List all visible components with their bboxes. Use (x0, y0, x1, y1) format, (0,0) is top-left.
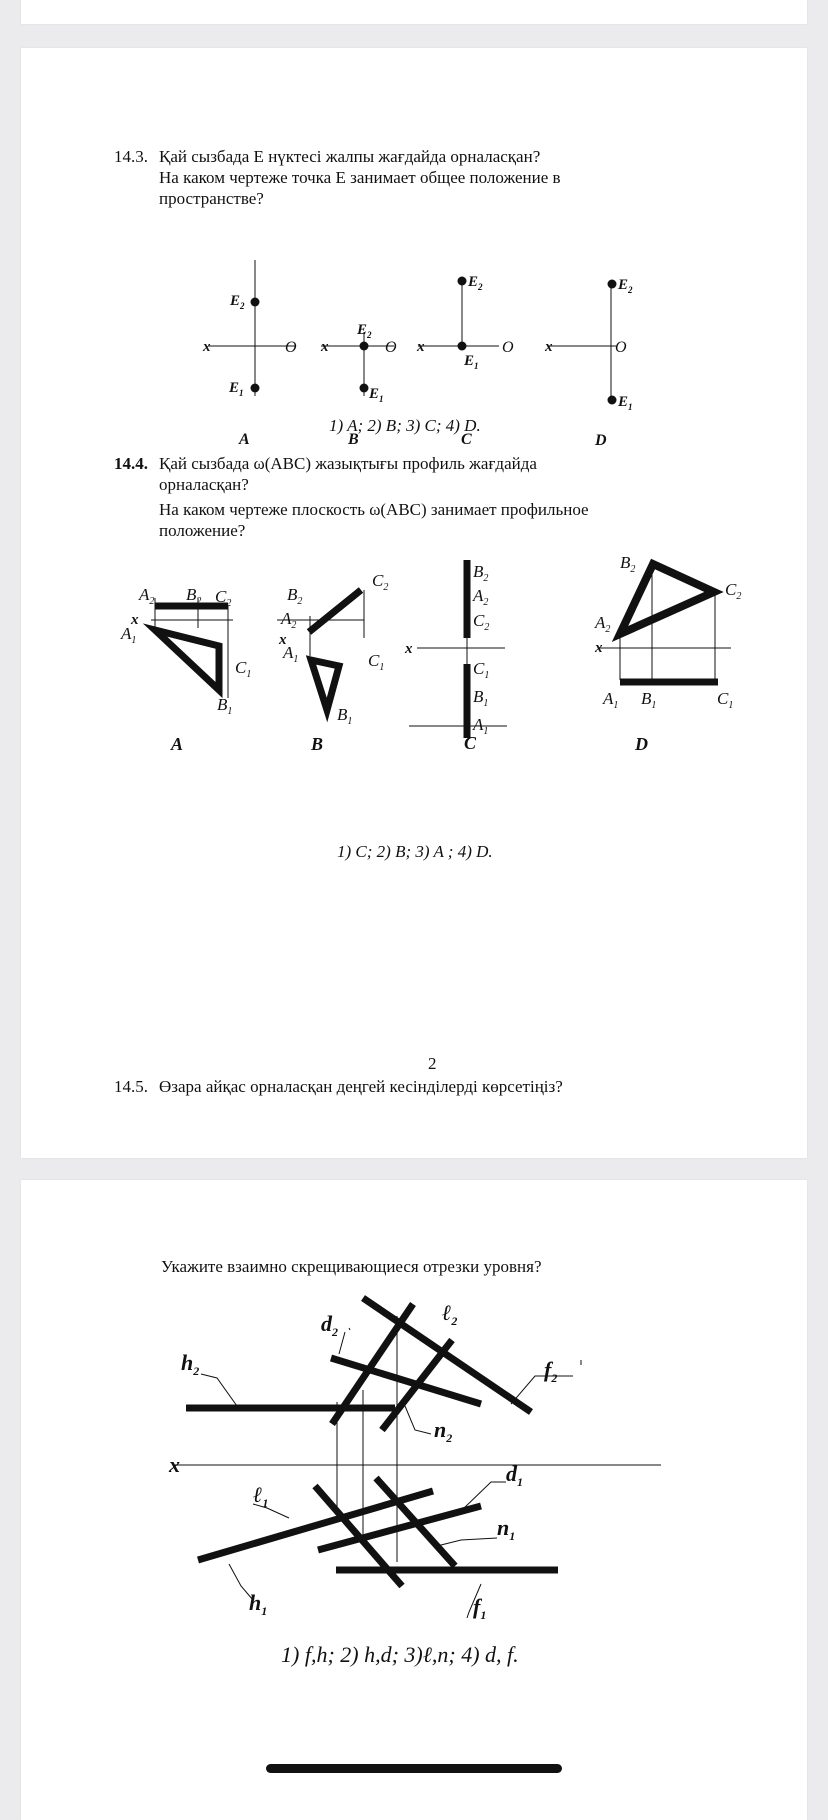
svg-text:ℓ2: ℓ$_2$ (442, 1300, 458, 1328)
svg-text:d2: $d_2$ (321, 1311, 338, 1339)
answers-14-5: 1) f,h; 2) h,d; 3)ℓ,n; 4) d, f. (281, 1642, 519, 1667)
svg-text:B2: $B_2$ (473, 562, 489, 584)
svg-text:ℓ1: ℓ$_1$ (253, 1482, 269, 1510)
svg-text:O: O (385, 339, 397, 356)
question-text-kz: Өзара айқас орналасқан деңгей кесінділерді көрсетіңіз? (159, 1077, 563, 1096)
diagram-d (544, 277, 633, 449)
svg-text:f2: $f_2$ (544, 1357, 558, 1385)
svg-text:E1: $E_1$ (464, 353, 479, 371)
svg-text:h2: $h_2$ (181, 1350, 200, 1378)
svg-text:C2: $C_2$ (215, 587, 232, 609)
svg-text:x: x (279, 632, 287, 648)
svg-text:E1: $E_1$ (229, 380, 244, 398)
svg-text:O: O (502, 339, 514, 356)
diagram-d (594, 553, 741, 754)
question-text-ru: На каком чертеже плоскость ω(ABC) занимает профильное (159, 500, 589, 519)
svg-text:A1: $A_1$ (473, 715, 489, 737)
svg-text:E1: $E_1$ (369, 386, 384, 404)
diagram-b (277, 571, 388, 754)
label-a: A (239, 431, 250, 448)
svg-text:E2: $E_2$ (357, 322, 372, 340)
svg-text:C1: $C_1$ (235, 658, 252, 680)
svg-text:x: x (545, 339, 553, 355)
question-text-ru: пространстве? (159, 189, 264, 208)
svg-text:A2: $A_2$ (595, 613, 611, 635)
question-text-kz: Қай сызбада ω(ABC) жазықтығы профиль жағдайда (159, 454, 537, 473)
diagram-skew-lines (168, 1298, 661, 1622)
document-page-1 (21, 48, 807, 1158)
svg-text:B1: $B_1$ (473, 687, 489, 709)
svg-text:x: x (169, 1452, 180, 1477)
document-page-2 (21, 1180, 807, 1820)
svg-text:x: x (131, 612, 139, 628)
answers-14-3: 1) A; 2) B; 3) C; 4) D. (329, 416, 481, 435)
svg-text:B2: $B_2$ (186, 585, 202, 607)
svg-text:d1: $d_1$ (506, 1461, 523, 1489)
svg-text:B2: $B_2$ (287, 585, 303, 607)
svg-text:C1: $C_1$ (368, 651, 385, 673)
svg-text:x: x (417, 339, 425, 355)
svg-text:C1: $C_1$ (717, 689, 734, 711)
svg-text:B1: $B_1$ (337, 705, 353, 727)
svg-text:E2: $E_2$ (618, 277, 633, 295)
page-number: 2 (428, 1054, 437, 1073)
question-number: 14.3. (114, 147, 148, 166)
svg-text:A1: $A_1$ (121, 624, 137, 646)
svg-text:C2: $C_2$ (473, 611, 490, 633)
previous-page-edge (21, 0, 807, 24)
question-text-ru: На каком чертеже точка E занимает общее положение в (159, 168, 561, 187)
answers-14-4: 1) C; 2) B; 3) A ; 4) D. (337, 842, 493, 861)
svg-text:C1: $C_1$ (473, 659, 490, 681)
svg-text:A2: $A_2$ (281, 609, 297, 631)
svg-text:A1: $A_1$ (603, 689, 619, 711)
svg-text:O: O (615, 339, 627, 356)
label-c: C (464, 733, 477, 753)
home-indicator[interactable] (266, 1764, 562, 1773)
svg-text:n2: $n_2$ (434, 1417, 453, 1445)
svg-text:C2: $C_2$ (725, 580, 742, 602)
label-a: A (171, 734, 184, 754)
label-d: D (595, 432, 607, 449)
question-text-kz: Қай сызбада E нүктесі жалпы жағдайда орналасқан? (159, 147, 541, 166)
question-text-kz: орналасқан? (159, 475, 249, 494)
diagram-c (404, 560, 507, 753)
diagram-a (202, 260, 297, 448)
diagram-a (120, 585, 251, 754)
svg-text:B1: $B_1$ (641, 689, 657, 711)
label-d: D (635, 734, 648, 754)
svg-text:E2: $E_2$ (468, 274, 483, 292)
figure-14-4 (21, 538, 807, 798)
svg-text:x: x (595, 640, 603, 656)
question-number: 14.5. (114, 1077, 148, 1096)
svg-text:h1: $h_1$ (249, 1590, 268, 1618)
svg-text:A2: $A_2$ (473, 586, 489, 608)
label-b: B (311, 734, 324, 754)
svg-text:x: x (321, 339, 329, 355)
svg-text:n1: $n_1$ (497, 1515, 516, 1543)
svg-text:f1: $f_1$ (473, 1594, 487, 1622)
question-text-ru: положение? (159, 521, 246, 540)
svg-text:E1: $E_1$ (618, 394, 633, 412)
question-number: 14.4. (114, 454, 148, 473)
label-c: C (461, 431, 472, 448)
svg-text:B2: $B_2$ (620, 553, 636, 575)
svg-text:C2: $C_2$ (372, 571, 389, 593)
label-b: B (348, 431, 359, 448)
svg-text:B1: $B_1$ (217, 695, 233, 717)
svg-text:A1: $A_1$ (283, 643, 299, 665)
svg-text:x: x (405, 641, 413, 657)
svg-text:E2: $E_2$ (230, 293, 245, 311)
svg-text:O: O (285, 339, 297, 356)
question-text-ru: Укажите взаимно скрещивающиеся отрезки уровня? (161, 1257, 542, 1276)
svg-text:A2: $A_2$ (139, 585, 155, 607)
svg-text:x: x (203, 339, 211, 355)
